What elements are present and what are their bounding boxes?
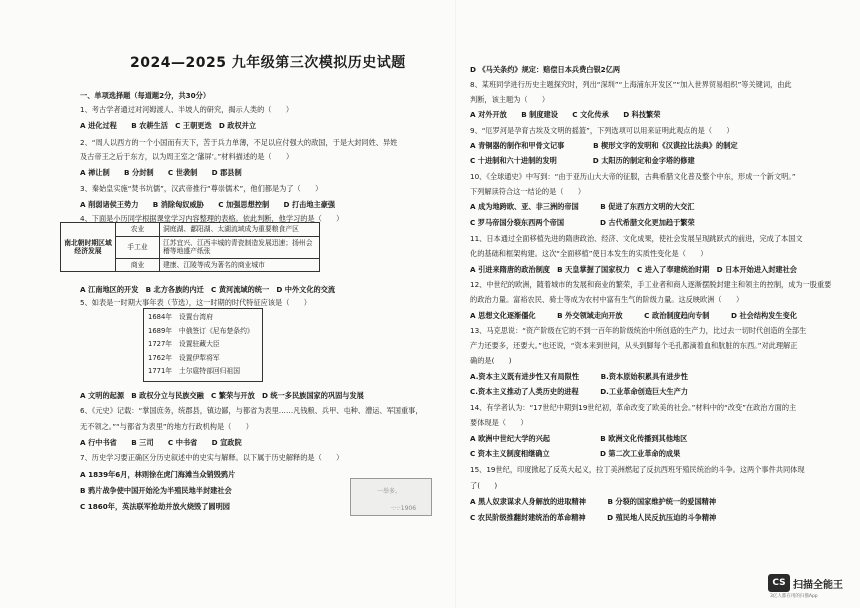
question-12-options: A 思想文化逐渐僵化 B 外交领域走向开放 C 政治制度趋向专制 D 社会结构发生变化: [470, 311, 797, 320]
question-5-timeline: [143, 308, 263, 382]
question-9-options-cd: C 十进制和六十进制的发明 D 太阳历的制定和金字塔的修建: [470, 156, 695, 165]
timeline-entry: 1771年 土尔扈特部回归祖国: [148, 367, 241, 375]
question-5: 5、如表是一时期大事年表（节选），这一时期的时代特征应该是（ ）: [80, 298, 311, 307]
table-cell-sector: 商业: [116, 258, 160, 272]
scanner-watermark: [768, 574, 848, 600]
scanner-logo-icon: CS: [768, 574, 790, 592]
question-13-options-cd: C.资本主义推动了人类历史的进程 D.工业革命创造巨大生产力: [470, 387, 688, 396]
question-13-line2: 产力还要多，还要大。”也还说，“资本来到世间，从头到脚每个毛孔都滴着血和肮脏的东西。”对此理解正: [470, 341, 798, 350]
timeline-entry: 1727年 设置驻藏大臣: [148, 340, 220, 348]
image-caption: 一举多。: [377, 488, 402, 495]
question-14-line2: 要体现是（ ）: [470, 418, 528, 427]
question-7-image: [350, 478, 432, 516]
question-13-line3: 确的是( ): [470, 356, 512, 365]
question-4-options: A 江南地区的开发 B 北方各族的内迁 C 黄河流域的统一 D 中外文化的交流: [80, 285, 336, 294]
scanner-tagline: 3亿人都在用的扫描App: [770, 594, 818, 599]
question-14-options-ab: A 欧洲中世纪大学的兴起 B 欧洲文化传播到其他地区: [470, 434, 688, 443]
question-10-options-ab: A 成为地跨欧、亚、非三洲的帝国 B 促进了东西方文明的大交汇: [470, 202, 695, 211]
question-7-option-c: C 1860年，英法联军抢劫并放火烧毁了圆明园: [80, 502, 230, 511]
page-fold: [455, 0, 456, 608]
question-10-line1: 10、《全球通史》中写到：“由于亚历山大大帝的征服，古典希腊文化普及整个中东，形成一个新文明。”: [470, 172, 796, 181]
question-6-line2: 无不领之。”“与都省为表里”的地方行政机构是（ ）: [80, 422, 253, 431]
question-11-options: A 引进来隋唐的政治制度 B 天皇掌握了国家权力 C 进入了奉建统治时期 D 日本开始进入封建社会: [470, 265, 797, 274]
question-15-options-cd: C 农民阶级推翻封建统治的革命精神 D 殖民地人民反抗压迫的斗争精神: [470, 513, 717, 522]
question-6-options: A 行中书省 B 三司 C 中书省 D 宣政院: [80, 438, 242, 447]
question-8-options: A 对外开放 B 制度建设 C 文化传承 D 科技繁荣: [470, 110, 661, 119]
image-caption: ·:·:·1906: [391, 505, 417, 512]
question-4: 4、下面是小历同学根据课堂学习内容整理的表格。依此判断，他学习的是（ ）: [80, 214, 344, 223]
question-15-line2: 了( ): [470, 481, 498, 490]
question-12-line1: 12、中世纪的欧洲，随着城市的发展和商业的繁荣，手工业者和商人逐渐摆脱封建主和领主的控制，成为一股重要: [470, 280, 832, 289]
question-3-options: A 削弱诸侯王势力 B 消除匈奴威胁 C 加强思想控制 D 打击地主豪强: [80, 200, 336, 209]
exam-title: 2024—2025 九年级第三次模拟历史试题: [130, 55, 406, 71]
question-14-options-cd: C 资本主义制度相继确立 D 第二次工业革命的成果: [470, 449, 681, 458]
timeline-entry: 1689年 中俄签订《尼布楚条约》: [148, 326, 254, 335]
scanner-app-name: 扫描全能王: [793, 580, 843, 591]
question-8-line2: 判断，该主题为（ ）: [470, 95, 550, 104]
table-cell-desc: 洞庭湖、鄱阳湖、太湖流域成为重要粮食产区: [160, 223, 320, 237]
question-2-line1: 2、“周人以西方的一个小国而有天下，苦于兵力单薄，不足以应付强大的敌国，于是大封同姓、异姓: [80, 138, 398, 147]
question-14-line1: 14、有学者认为：“17世纪中期到19世纪初，革命改变了欧美的社会。”材料中的“改变”在政治方面的主: [470, 403, 797, 412]
question-7-option-a: A 1839年6月，林则徐在虎门海滩当众销毁鸦片: [80, 470, 236, 479]
question-10-line2: 下列解读符合这一结论的是（ ）: [470, 187, 586, 196]
timeline-entry: 1762年 设置伊犁将军: [148, 353, 220, 362]
question-6-line1: 6、《元史》记载：“掌国庶务，统郡县，镇边鄙，与都省为表里……凡钱粮、兵甲、屯种、漕运、军国重事，: [80, 406, 423, 415]
question-13-line1: 13、马克思说：“资产阶级在它的不到一百年的阶级统治中所创造的生产力，比过去一切时代创造的全部生: [470, 326, 807, 335]
question-3: 3、秦始皇实施“焚书坑儒”，汉武帝推行“尊崇儒术”，他们都是为了（ ）: [80, 184, 323, 193]
question-7: 7、历史学习要正确区分历史叙述中的史实与解释。以下属于历史解释的是（ ）: [80, 453, 344, 462]
table-cell-desc: 江苏宜兴、江西丰城的青瓷制造发展迅速；扬州会稽等地盛产纸张: [160, 236, 320, 258]
question-10-options-cd: C 罗马帝国分裂东西两个帝国 D 古代希腊文化更加趋于繁荣: [470, 218, 695, 227]
table-row-header: 南北朝时期区域经济发展: [61, 223, 116, 272]
question-8-line1: 8、某班同学进行历史主题探究时，列出“深圳”“上海浦东开发区”“加入世界贸易组织”等关键词，由此: [470, 80, 792, 89]
question-2-options: A 禅让制 B 分封制 C 世袭制 D 郡县制: [80, 168, 242, 177]
question-9-options-ab: A 青铜器的制作和甲骨文记事 B 楔形文字的发明和《汉谟拉比法典》的制定: [470, 141, 738, 150]
question-4-table: [60, 222, 320, 272]
question-11-line1: 11、日本通过全面移植先进的隋唐政治、经济、文化成果，使社会发展呈现跳跃式的前进，完成了本国文: [470, 234, 803, 243]
question-15-options-ab: A 黑人奴隶谋求人身解放的进取精神 B 分裂的国家维护统一的爱国精神: [470, 497, 717, 506]
question-1-options: A 进化过程 B 农耕生活 C 王朝更迭 D 政权并立: [80, 121, 257, 130]
question-2-line2: 及古帝王之后于东方，以为周王室之‘藩屏’。”材料描述的是（ ）: [80, 152, 294, 161]
question-1: 1、考古学者通过对河姆渡人、半坡人的研究，揭示人类的（ ）: [80, 105, 294, 114]
question-15-line1: 15、19世纪，印度掀起了反英大起义，拉丁美洲燃起了反抗西班牙殖民统治的斗争。这两个事件共同体现: [470, 465, 805, 474]
question-7-option-d: D 《马关条约》规定：赔偿日本兵费白银2亿两: [470, 65, 621, 74]
question-7-option-b: B 鸦片战争使中国开始沦为半殖民地半封建社会: [80, 486, 232, 495]
question-13-options-ab: A.资本主义既有进步性又有局限性 B.资本原始积累具有进步性: [470, 372, 688, 381]
question-5-options: A 文明的起源 B 政权分立与民族交融 C 繁荣与开放 D 统一多民族国家的巩固与发展: [80, 391, 364, 400]
section-heading: 一、单项选择题（每道题2分，共30分）: [80, 91, 211, 100]
question-12-line2: 的政治力量。富裕农民、骑士等成为农村中富有生气的阶级力量。这反映欧洲（ ）: [470, 295, 744, 304]
table-cell-sector: 农业: [116, 223, 160, 237]
table-cell-sector: 手工业: [116, 236, 160, 258]
question-11-line2: 化的基础和框架构建。这次“全面移植”使日本发生的实质性变化是（ ）: [470, 249, 708, 258]
timeline-entry: 1684年 设置台湾府: [148, 313, 213, 321]
table-cell-desc: 建康、江陵等成为著名的商业城市: [160, 258, 320, 272]
question-9: 9、“厄罗河是孕育古埃及文明的摇篮”，下列选项可以用来证明此观点的是（ ）: [470, 126, 734, 135]
